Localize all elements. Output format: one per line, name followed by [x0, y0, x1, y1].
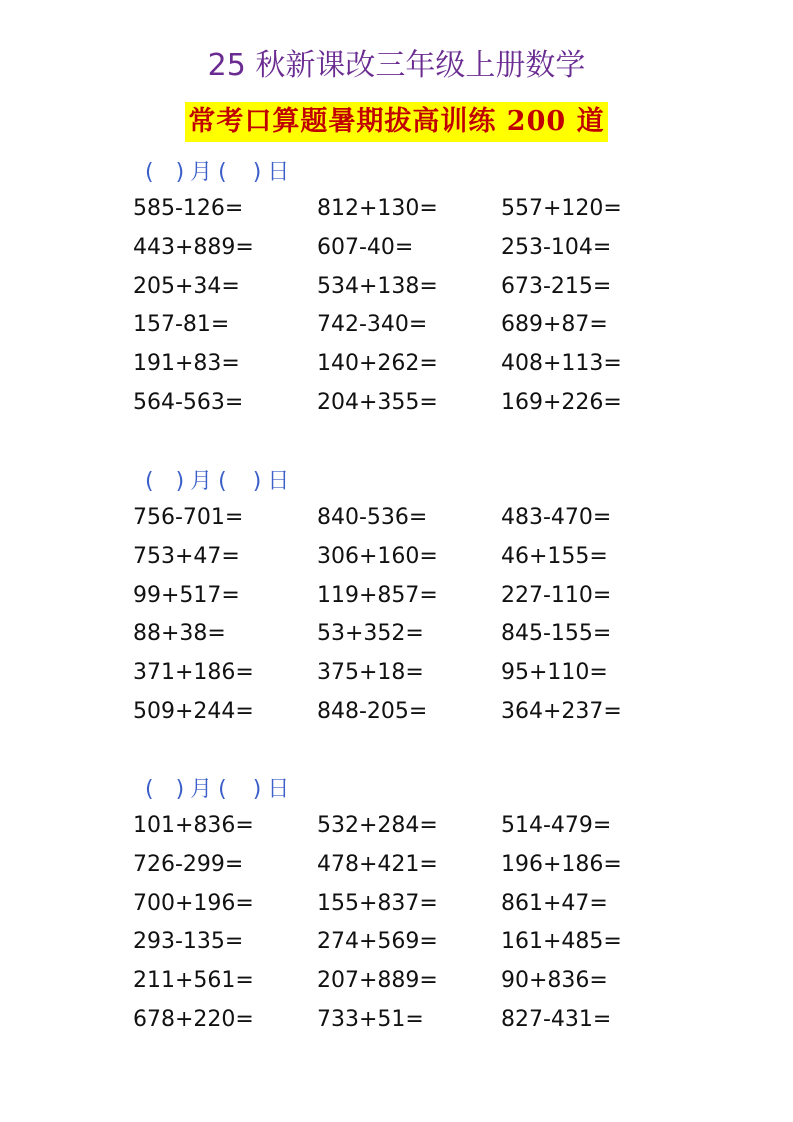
date-day-label: )日	[252, 469, 296, 494]
arithmetic-problem: 293-135=	[133, 929, 244, 955]
arithmetic-problem: 364+237=	[501, 698, 622, 724]
problem-row	[133, 615, 693, 654]
arithmetic-problem: 678+220=	[133, 1006, 254, 1032]
arithmetic-problem: 253-104=	[501, 234, 612, 260]
arithmetic-problem: 733+51=	[317, 1006, 424, 1032]
problem-row	[133, 885, 693, 924]
arithmetic-problem: 509+244=	[133, 698, 254, 724]
date-line	[133, 465, 693, 499]
problem-row	[133, 693, 693, 732]
problem-row	[133, 538, 693, 577]
date-open-paren: (	[145, 160, 154, 185]
arithmetic-problem: 726-299=	[133, 851, 244, 877]
arithmetic-problem: 88+38=	[133, 621, 226, 647]
arithmetic-problem: 756-701=	[133, 505, 244, 530]
arithmetic-problem: 155+837=	[317, 890, 438, 916]
date-open-paren: (	[145, 469, 154, 494]
arithmetic-problem: 483-470=	[501, 505, 612, 530]
arithmetic-problem: 157-81=	[133, 312, 230, 338]
date-month-label: )月(	[175, 777, 233, 802]
problem-row	[133, 306, 693, 345]
subtitle-banner	[0, 102, 793, 142]
date-day-label: )日	[252, 777, 296, 802]
arithmetic-problem: 196+186=	[501, 851, 622, 877]
arithmetic-problem: 557+120=	[501, 196, 622, 221]
arithmetic-problem: 371+186=	[133, 660, 254, 686]
problem-row	[133, 268, 693, 307]
problem-row	[133, 229, 693, 268]
arithmetic-problem: 306+160=	[317, 543, 438, 569]
arithmetic-problem: 227-110=	[501, 582, 612, 608]
arithmetic-problem: 534+138=	[317, 273, 438, 299]
arithmetic-problem: 812+130=	[317, 196, 438, 221]
problem-row	[133, 499, 693, 538]
arithmetic-problem: 161+485=	[501, 929, 622, 955]
arithmetic-problem: 169+226=	[501, 389, 622, 415]
arithmetic-problem: 840-536=	[317, 505, 428, 530]
arithmetic-problem: 585-126=	[133, 196, 244, 221]
arithmetic-problem: 689+87=	[501, 312, 608, 338]
arithmetic-problem: 742-340=	[317, 312, 428, 338]
arithmetic-problem: 673-215=	[501, 273, 612, 299]
arithmetic-problem: 211+561=	[133, 968, 254, 994]
date-line	[133, 773, 693, 807]
problem-row	[133, 923, 693, 962]
page-subtitle: 常考口算题暑期拔高训练 200 道	[185, 102, 607, 142]
arithmetic-problem: 861+47=	[501, 890, 608, 916]
exercise-section	[133, 465, 693, 732]
arithmetic-problem: 375+18=	[317, 660, 424, 686]
arithmetic-problem: 205+34=	[133, 273, 240, 299]
arithmetic-problem: 443+889=	[133, 234, 254, 260]
arithmetic-problem: 204+355=	[317, 389, 438, 415]
arithmetic-problem: 274+569=	[317, 929, 438, 955]
date-month-label: )月(	[175, 469, 233, 494]
arithmetic-problem: 753+47=	[133, 543, 240, 569]
problem-row	[133, 1001, 693, 1040]
page-title: 25 秋新课改三年级上册数学	[207, 48, 586, 83]
problem-row	[133, 345, 693, 384]
problem-row	[133, 384, 693, 423]
problem-row	[133, 654, 693, 693]
arithmetic-problem: 46+155=	[501, 543, 608, 569]
arithmetic-problem: 99+517=	[133, 582, 240, 608]
problem-row	[133, 190, 693, 229]
exercise-section	[133, 773, 693, 1040]
problem-row	[133, 807, 693, 846]
exercise-section	[133, 156, 693, 423]
date-open-paren: (	[145, 777, 154, 802]
arithmetic-problem: 140+262=	[317, 351, 438, 377]
arithmetic-problem: 53+352=	[317, 621, 424, 647]
arithmetic-problem: 845-155=	[501, 621, 612, 647]
arithmetic-problem: 408+113=	[501, 351, 622, 377]
arithmetic-problem: 564-563=	[133, 389, 244, 415]
arithmetic-problem: 532+284=	[317, 813, 438, 838]
arithmetic-problem: 95+110=	[501, 660, 608, 686]
problem-row	[133, 577, 693, 616]
arithmetic-problem: 478+421=	[317, 851, 438, 877]
arithmetic-problem: 191+83=	[133, 351, 240, 377]
arithmetic-problem: 514-479=	[501, 813, 612, 838]
date-line	[133, 156, 693, 190]
problem-row	[133, 846, 693, 885]
arithmetic-problem: 848-205=	[317, 698, 428, 724]
date-month-label: )月(	[175, 160, 233, 185]
problem-row	[133, 962, 693, 1001]
arithmetic-problem: 119+857=	[317, 582, 438, 608]
arithmetic-problem: 207+889=	[317, 968, 438, 994]
arithmetic-problem: 101+836=	[133, 813, 254, 838]
arithmetic-problem: 90+836=	[501, 968, 608, 994]
arithmetic-problem: 607-40=	[317, 234, 414, 260]
arithmetic-problem: 827-431=	[501, 1006, 612, 1032]
arithmetic-problem: 700+196=	[133, 890, 254, 916]
date-day-label: )日	[252, 160, 296, 185]
